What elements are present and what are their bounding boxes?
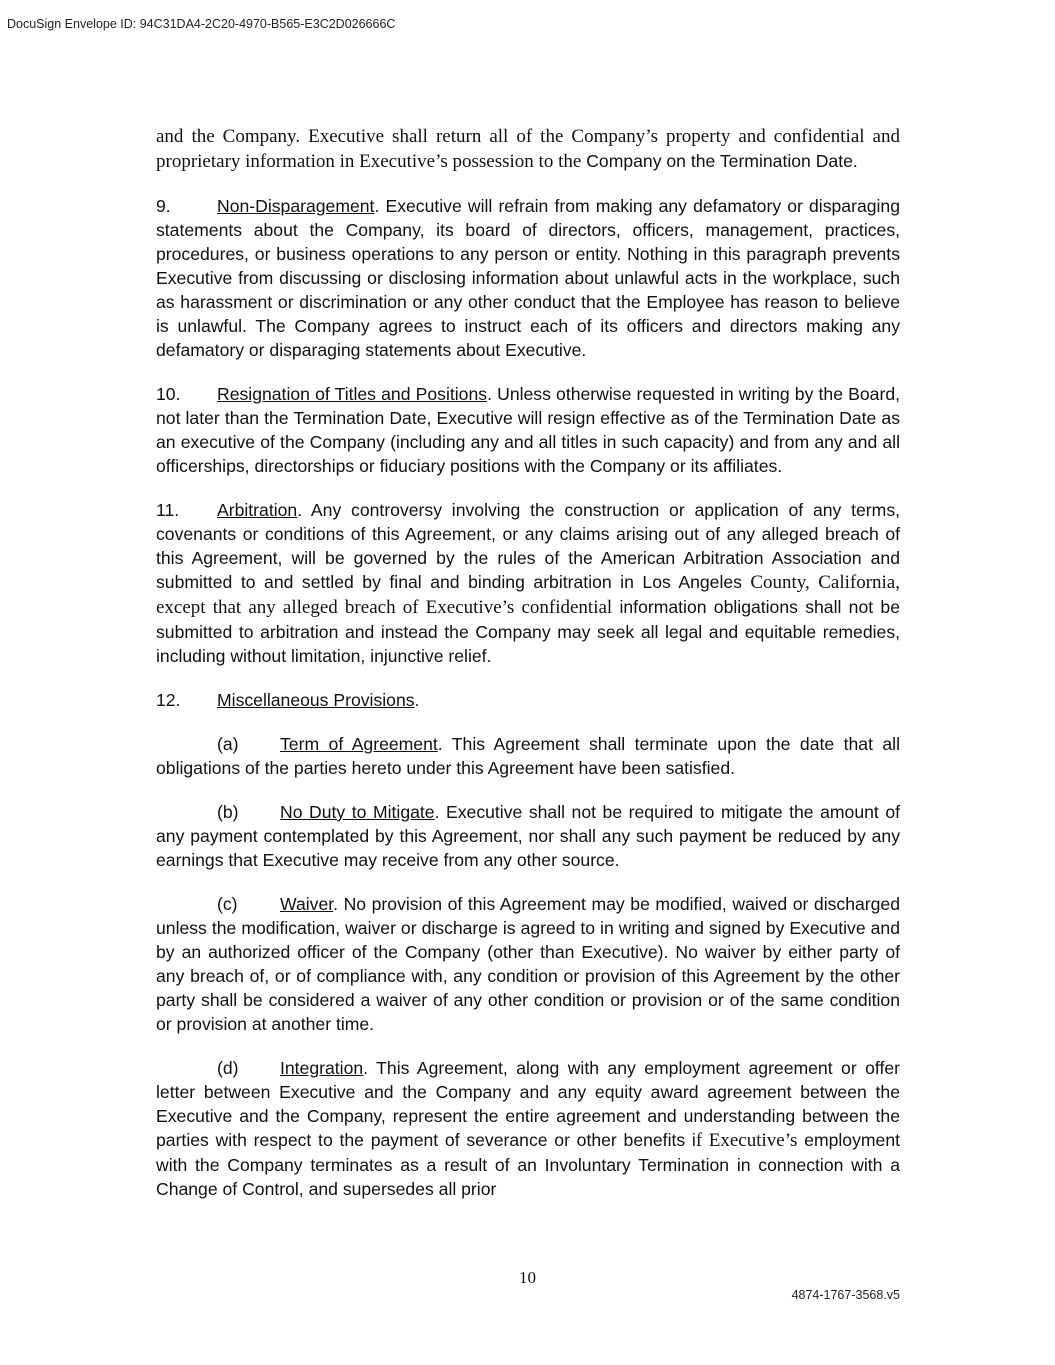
section-body: . Unless otherwise requested in writing by the Board, not later than the Termination Date, Executive will resign effective as of the Termination Date as an executive of the Company (including any and all titles in such capacity) and from any and all officerships, directorships or fiduciary positions with the Company or its affiliates. <box>156 384 901 476</box>
intro-serif-text: and the Company. Executive shall return all of the Company’s property and confidential and proprietary information in Executive’s possession to the <box>156 126 900 172</box>
subsection-label: (b) <box>217 802 239 822</box>
subsection-body: employment with the Company terminates as a result of an Involuntary Termination in connection with a Change of Control, and supersedes all prior <box>156 1130 901 1199</box>
section-heading: Resignation of Titles and Positions <box>217 384 488 404</box>
section-body-serif: County, California, except that any alleged breach of Executive’s confidential <box>156 572 900 618</box>
section-11 <box>156 498 900 668</box>
subsection-label: (c) <box>217 894 238 914</box>
subsection-a <box>156 732 900 780</box>
section-heading: Non-Disparagement <box>217 196 375 216</box>
intro-sans-text: Company on the Termination Date. <box>581 151 858 171</box>
subsection-d <box>156 1056 900 1201</box>
section-10 <box>156 382 900 478</box>
subsection-heading: No Duty to Mitigate <box>280 802 435 822</box>
intro-paragraph <box>156 124 900 174</box>
document-id: 4874-1767-3568.v5 <box>791 1288 900 1302</box>
section-heading: Arbitration <box>217 500 298 520</box>
section-9 <box>156 194 900 362</box>
subsection-label: (d) <box>217 1058 239 1078</box>
section-body: . Any controversy involving the construction or application of any terms, covenants or conditions of this Agreement, or any claims arising out of any alleged breach of this Agreement, will be governed by the rules of the American Arbitration Association and submitted to and settled by final and binding arbitration in Los Angeles <box>156 500 900 592</box>
subsection-body: . No provision of this Agreement may be modified, waived or discharged unless the modification, waiver or discharge is agreed to in writing and signed by Executive and by an authorized officer of the Company (other than Executive). No waiver by either party of any breach of, or of compliance with, any condition or provision of this Agreement by the other party shall be considered a waiver of any other condition or provision or of the same condition or provision at another time. <box>156 894 900 1034</box>
subsection-label: (a) <box>217 734 239 754</box>
section-12 <box>156 688 900 712</box>
subsection-b <box>156 800 900 872</box>
subsection-heading: Integration <box>280 1058 364 1078</box>
section-body: . Executive will refrain from making any defamatory or disparaging statements about the Company, its board of directors, officers, management, practices, procedures, or business operations to any person or entity. Nothing in this paragraph prevents Executive from discussing or disclosing information about unlawful acts in the workplace, such as harassment or discrimination or any other conduct that the Employee has reason to believe is unlawful. The Company agrees to instruct each of its officers and directors making any defamatory or disparaging statements about Executive. <box>156 196 900 360</box>
section-body: . <box>414 690 420 710</box>
document-body <box>156 124 900 1201</box>
docusign-envelope-id: DocuSign Envelope ID: 94C31DA4-2C20-4970-B565-E3C2D026666C <box>7 17 396 31</box>
section-number: 12. <box>156 690 181 710</box>
subsection-heading: Term of Agreement <box>280 734 438 754</box>
subsection-body: . This Agreement shall terminate upon the date that all obligations of the parties hereto under this Agreement have been satisfied. <box>156 734 901 778</box>
section-number: 10. <box>156 384 181 404</box>
section-body: information obligations shall not be submitted to arbitration and instead the Company may seek all legal and equitable remedies, including without limitation, injunctive relief. <box>156 597 900 666</box>
subsection-heading: Waiver <box>280 894 334 914</box>
subsection-c <box>156 892 900 1036</box>
section-number: 9. <box>156 196 171 216</box>
section-number: 11. <box>156 500 180 520</box>
subsection-body-serif: f Executive’s <box>695 1130 798 1151</box>
section-heading: Miscellaneous Provisions <box>217 690 415 710</box>
subsection-body: . Executive shall not be required to mitigate the amount of any payment contemplated by this Agreement, nor shall any such payment be reduced by any earnings that Executive may receive from any other source. <box>156 802 901 870</box>
subsection-body: . This Agreement, along with any employment agreement or offer letter between Executive and the Company and any equity award agreement between the Executive and the Company, represent the entire agreement and understanding between the parties with respect to the payment of severance or other benefits i <box>156 1058 900 1150</box>
page-number: 10 <box>519 1268 536 1287</box>
